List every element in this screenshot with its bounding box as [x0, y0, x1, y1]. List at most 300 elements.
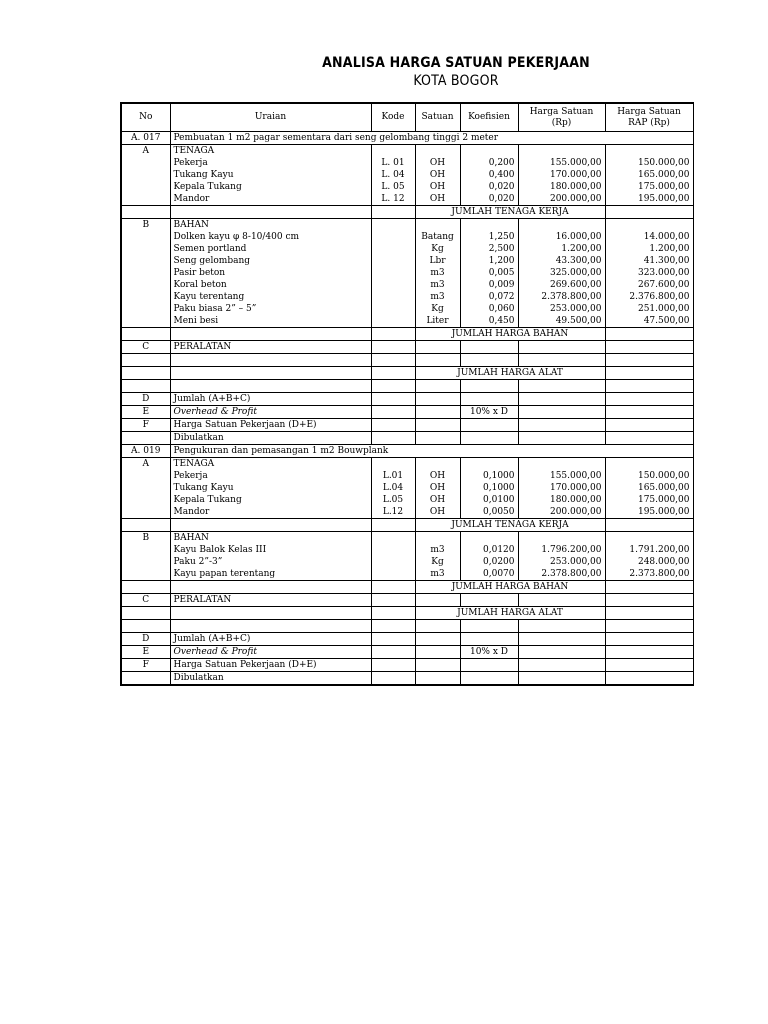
cell-no [121, 672, 170, 686]
cell-rap: 1.200,00 [605, 243, 693, 255]
table-row [121, 367, 693, 380]
cell-kode [371, 219, 415, 232]
cell-koefisien [460, 672, 518, 686]
header-satuan: Satuan [415, 103, 460, 132]
cell-kode [371, 231, 415, 243]
header-kode: Kode [371, 103, 415, 132]
cell-jumlah: JUMLAH HARGA BAHAN [415, 328, 605, 341]
cell-uraian [170, 519, 371, 532]
cell-uraian: Kayu terentang [170, 291, 371, 303]
cell-kode [371, 633, 415, 646]
cell-rap [605, 432, 693, 445]
cell-uraian: Jumlah (A+B+C) [170, 393, 371, 406]
cell-uraian: Tukang Kayu [170, 169, 371, 181]
cell-harga: 2.378.800,00 [518, 291, 605, 303]
cell-no [121, 328, 170, 341]
table-row [121, 303, 693, 315]
cell-koefisien: 0,1000 [460, 470, 518, 482]
table-row [121, 406, 693, 419]
cell-uraian: Dolken kayu φ 8-10/400 cm [170, 231, 371, 243]
cell-koefisien [460, 354, 518, 367]
cell-kode [371, 620, 415, 633]
cell-rap: 267.600,00 [605, 279, 693, 291]
cell-no: A. 017 [121, 132, 170, 145]
cell-uraian [170, 367, 371, 380]
cell-satuan [415, 341, 460, 354]
cell-satuan [415, 406, 460, 419]
cell-section-title: Pengukuran dan pemasangan 1 m2 Bouwplank [170, 445, 693, 458]
cell-harga: 155.000,00 [518, 157, 605, 169]
cell-uraian [170, 380, 371, 393]
cell-kode [371, 303, 415, 315]
cell-koefisien [460, 659, 518, 672]
table-row [121, 659, 693, 672]
cell-rap: 2.376.800,00 [605, 291, 693, 303]
table-row [121, 206, 693, 219]
cell-satuan: Kg [415, 303, 460, 315]
cell-uraian: Jumlah (A+B+C) [170, 633, 371, 646]
cell-harga [518, 380, 605, 393]
cell-no [121, 432, 170, 445]
cell-koefisien [460, 594, 518, 607]
cell-rap [605, 659, 693, 672]
cell-kode [371, 544, 415, 556]
cell-kode [371, 646, 415, 659]
cell-satuan: OH [415, 494, 460, 506]
cell-uraian: Seng gelombang [170, 255, 371, 267]
cell-harga: 200.000,00 [518, 193, 605, 206]
cell-uraian: Dibulatkan [170, 432, 371, 445]
cell-kode [371, 291, 415, 303]
cell-rap: 195.000,00 [605, 193, 693, 206]
cell-koefisien: 0,020 [460, 193, 518, 206]
table-row [121, 157, 693, 169]
table-row [121, 328, 693, 341]
cell-harga [518, 633, 605, 646]
table-row [121, 594, 693, 607]
cell-satuan: m3 [415, 291, 460, 303]
cell-harga: 325.000,00 [518, 267, 605, 279]
cell-satuan [415, 354, 460, 367]
cell-koefisien: 1,250 [460, 231, 518, 243]
cell-uraian: Pasir beton [170, 267, 371, 279]
cell-harga: 269.600,00 [518, 279, 605, 291]
cell-no [121, 231, 170, 243]
cell-harga: 180.000,00 [518, 494, 605, 506]
cell-rap [605, 206, 693, 219]
cell-uraian [170, 206, 371, 219]
cell-satuan: OH [415, 193, 460, 206]
cell-satuan: m3 [415, 568, 460, 581]
cell-koefisien: 0,0120 [460, 544, 518, 556]
cell-kode: L.04 [371, 482, 415, 494]
cell-koefisien [460, 393, 518, 406]
cell-rap: 175.000,00 [605, 181, 693, 193]
cell-harga [518, 219, 605, 232]
cell-rap [605, 646, 693, 659]
table-row [121, 267, 693, 279]
cell-no [121, 354, 170, 367]
cell-koefisien: 0,200 [460, 157, 518, 169]
cell-rap [605, 328, 693, 341]
cell-kode [371, 581, 415, 594]
cell-harga: 253.000,00 [518, 303, 605, 315]
cell-jumlah: JUMLAH HARGA ALAT [415, 607, 605, 620]
cell-uraian: Kepala Tukang [170, 181, 371, 193]
table-row [121, 620, 693, 633]
cell-koefisien [460, 380, 518, 393]
cell-uraian: Paku 2”-3” [170, 556, 371, 568]
cell-harga [518, 406, 605, 419]
cell-rap: 14.000,00 [605, 231, 693, 243]
cell-kode: L. 05 [371, 181, 415, 193]
cell-no: C [121, 341, 170, 354]
table-row [121, 380, 693, 393]
table-row [121, 132, 693, 145]
table-row [121, 494, 693, 506]
cell-koefisien [460, 532, 518, 545]
cell-satuan: OH [415, 506, 460, 519]
cell-uraian: TENAGA [170, 145, 371, 158]
table-row [121, 279, 693, 291]
cell-satuan [415, 646, 460, 659]
cell-jumlah: JUMLAH TENAGA KERJA [415, 206, 605, 219]
cell-no [121, 367, 170, 380]
cell-uraian: TENAGA [170, 458, 371, 471]
cell-kode: L.01 [371, 470, 415, 482]
cell-no [121, 279, 170, 291]
table-row [121, 519, 693, 532]
cell-koefisien: 0,450 [460, 315, 518, 328]
cell-rap: 47.500,00 [605, 315, 693, 328]
header-uraian: Uraian [170, 103, 371, 132]
cell-harga [518, 646, 605, 659]
cell-satuan: Batang [415, 231, 460, 243]
cell-kode [371, 458, 415, 471]
cell-uraian [170, 328, 371, 341]
cell-satuan: OH [415, 470, 460, 482]
cell-satuan [415, 458, 460, 471]
cell-satuan: Lbr [415, 255, 460, 267]
cell-uraian [170, 581, 371, 594]
cell-kode [371, 519, 415, 532]
cell-kode [371, 380, 415, 393]
cell-kode [371, 568, 415, 581]
cell-no [121, 544, 170, 556]
cell-harga [518, 594, 605, 607]
cell-koefisien: 0,020 [460, 181, 518, 193]
cell-satuan: Liter [415, 315, 460, 328]
cell-harga: 200.000,00 [518, 506, 605, 519]
cell-no [121, 315, 170, 328]
table-header-row [121, 103, 693, 132]
cell-rap: 165.000,00 [605, 482, 693, 494]
cell-harga [518, 341, 605, 354]
cell-kode [371, 145, 415, 158]
cell-uraian: Harga Satuan Pekerjaan (D+E) [170, 659, 371, 672]
cell-no [121, 181, 170, 193]
cell-rap: 248.000,00 [605, 556, 693, 568]
cell-no: B [121, 532, 170, 545]
cell-satuan [415, 620, 460, 633]
cell-koefisien [460, 432, 518, 445]
cell-uraian: Overhead & Profit [170, 406, 371, 419]
cell-no: E [121, 406, 170, 419]
cell-no [121, 157, 170, 169]
cell-satuan: m3 [415, 279, 460, 291]
cell-harga: 43.300,00 [518, 255, 605, 267]
table-row [121, 393, 693, 406]
table-row [121, 255, 693, 267]
table-row [121, 672, 693, 686]
cell-kode [371, 367, 415, 380]
table-row [121, 231, 693, 243]
cell-no: A. 019 [121, 445, 170, 458]
cell-harga: 253.000,00 [518, 556, 605, 568]
cell-satuan: m3 [415, 267, 460, 279]
cell-kode [371, 279, 415, 291]
cell-rap: 150.000,00 [605, 157, 693, 169]
cell-no [121, 193, 170, 206]
cell-koefisien [460, 145, 518, 158]
cell-koefisien: 10% x D [460, 406, 518, 419]
cell-rap [605, 633, 693, 646]
cell-uraian: Pekerja [170, 470, 371, 482]
cell-harga [518, 672, 605, 686]
table-row [121, 458, 693, 471]
cell-satuan [415, 672, 460, 686]
cell-kode [371, 315, 415, 328]
cell-no [121, 169, 170, 181]
cell-satuan: m3 [415, 544, 460, 556]
cell-kode [371, 607, 415, 620]
cell-no [121, 470, 170, 482]
cell-rap [605, 672, 693, 686]
table-row [121, 432, 693, 445]
cell-koefisien [460, 633, 518, 646]
cell-rap: 195.000,00 [605, 506, 693, 519]
cell-no: D [121, 633, 170, 646]
cell-jumlah: JUMLAH HARGA ALAT [415, 367, 605, 380]
table-row [121, 315, 693, 328]
header-harga-rap: Harga Satuan RAP (Rp) [605, 103, 693, 132]
cell-rap [605, 219, 693, 232]
cell-uraian: Paku biasa 2” – 5” [170, 303, 371, 315]
cell-kode: L. 04 [371, 169, 415, 181]
cell-harga [518, 432, 605, 445]
cell-no: A [121, 458, 170, 471]
cell-harga: 1.200,00 [518, 243, 605, 255]
cell-uraian: BAHAN [170, 219, 371, 232]
cell-rap [605, 607, 693, 620]
cell-harga: 155.000,00 [518, 470, 605, 482]
cell-no [121, 519, 170, 532]
cell-no [121, 607, 170, 620]
cell-uraian: Kepala Tukang [170, 494, 371, 506]
cell-no [121, 267, 170, 279]
table-row [121, 506, 693, 519]
cell-koefisien: 0,060 [460, 303, 518, 315]
table-row [121, 470, 693, 482]
table-row [121, 532, 693, 545]
table-row [121, 291, 693, 303]
cell-no [121, 494, 170, 506]
cell-no [121, 568, 170, 581]
cell-kode [371, 328, 415, 341]
cell-kode [371, 556, 415, 568]
table-row [121, 243, 693, 255]
cell-kode [371, 406, 415, 419]
cell-rap [605, 532, 693, 545]
cell-harga [518, 354, 605, 367]
cell-harga: 2.378.800,00 [518, 568, 605, 581]
cell-no [121, 482, 170, 494]
cell-harga [518, 393, 605, 406]
cell-koefisien [460, 458, 518, 471]
cell-kode [371, 432, 415, 445]
cell-rap [605, 367, 693, 380]
table-row [121, 193, 693, 206]
cell-rap: 165.000,00 [605, 169, 693, 181]
cell-rap [605, 341, 693, 354]
cell-koefisien: 0,0200 [460, 556, 518, 568]
cell-koefisien [460, 341, 518, 354]
table-row [121, 633, 693, 646]
cell-satuan [415, 380, 460, 393]
cell-rap: 251.000,00 [605, 303, 693, 315]
cell-harga: 16.000,00 [518, 231, 605, 243]
cell-rap [605, 594, 693, 607]
cell-satuan: Kg [415, 556, 460, 568]
cell-satuan [415, 594, 460, 607]
cell-no [121, 206, 170, 219]
cell-harga [518, 458, 605, 471]
cell-satuan [415, 145, 460, 158]
table-row [121, 607, 693, 620]
cell-rap [605, 145, 693, 158]
cell-no [121, 556, 170, 568]
cell-koefisien: 10% x D [460, 646, 518, 659]
cell-kode [371, 659, 415, 672]
cell-satuan [415, 432, 460, 445]
table-row [121, 341, 693, 354]
table-row [121, 354, 693, 367]
header-no: No [121, 103, 170, 132]
cell-harga: 170.000,00 [518, 169, 605, 181]
cell-harga: 170.000,00 [518, 482, 605, 494]
cell-rap [605, 380, 693, 393]
table-row [121, 181, 693, 193]
cell-kode [371, 341, 415, 354]
cell-kode: L.05 [371, 494, 415, 506]
cell-no: F [121, 659, 170, 672]
cell-uraian: Koral beton [170, 279, 371, 291]
cell-no [121, 303, 170, 315]
cell-rap [605, 354, 693, 367]
header-harga-satuan: Harga Satuan (Rp) [518, 103, 605, 132]
cell-rap [605, 458, 693, 471]
cell-satuan [415, 219, 460, 232]
header-koefisien: Koefisien [460, 103, 518, 132]
cell-kode: L. 12 [371, 193, 415, 206]
cell-uraian: Harga Satuan Pekerjaan (D+E) [170, 419, 371, 432]
cell-uraian: Semen portland [170, 243, 371, 255]
cell-uraian: Mandor [170, 506, 371, 519]
cell-uraian [170, 607, 371, 620]
cell-no [121, 506, 170, 519]
cell-uraian: Overhead & Profit [170, 646, 371, 659]
cell-uraian: Pekerja [170, 157, 371, 169]
cell-jumlah: JUMLAH HARGA BAHAN [415, 581, 605, 594]
cell-harga: 180.000,00 [518, 181, 605, 193]
cell-kode [371, 393, 415, 406]
cell-koefisien: 0,0050 [460, 506, 518, 519]
cell-uraian: Dibulatkan [170, 672, 371, 686]
page-title: ANALISA HARGA SATUAN PEKERJAAN [322, 55, 590, 71]
cell-koefisien: 2,500 [460, 243, 518, 255]
table-row [121, 145, 693, 158]
cell-uraian: BAHAN [170, 532, 371, 545]
table-row [121, 445, 693, 458]
cell-satuan [415, 659, 460, 672]
cell-rap: 2.373.800,00 [605, 568, 693, 581]
cell-kode [371, 267, 415, 279]
cell-uraian: Tukang Kayu [170, 482, 371, 494]
cell-satuan: OH [415, 169, 460, 181]
cell-no [121, 620, 170, 633]
cell-satuan [415, 393, 460, 406]
table-row [121, 544, 693, 556]
cell-rap: 323.000,00 [605, 267, 693, 279]
cell-uraian: Mandor [170, 193, 371, 206]
cell-rap [605, 393, 693, 406]
table-row [121, 646, 693, 659]
cell-harga [518, 145, 605, 158]
cell-kode [371, 532, 415, 545]
cell-koefisien: 0,005 [460, 267, 518, 279]
cell-satuan [415, 419, 460, 432]
cell-uraian: PERALATAN [170, 594, 371, 607]
cell-rap [605, 519, 693, 532]
cell-koefisien [460, 419, 518, 432]
cell-uraian [170, 620, 371, 633]
cell-satuan: OH [415, 482, 460, 494]
cell-kode [371, 243, 415, 255]
cell-koefisien [460, 620, 518, 633]
cell-section-title: Pembuatan 1 m2 pagar sementara dari seng gelombang tinggi 2 meter [170, 132, 693, 145]
cell-harga [518, 659, 605, 672]
cell-satuan [415, 532, 460, 545]
cell-kode: L.12 [371, 506, 415, 519]
cell-no [121, 255, 170, 267]
cell-rap: 150.000,00 [605, 470, 693, 482]
cell-no: F [121, 419, 170, 432]
cell-kode [371, 594, 415, 607]
cell-kode [371, 354, 415, 367]
cell-koefisien: 0,0100 [460, 494, 518, 506]
cell-satuan: OH [415, 157, 460, 169]
cell-no: B [121, 219, 170, 232]
table-row [121, 219, 693, 232]
cell-harga [518, 532, 605, 545]
page-subtitle: KOTA BOGOR [413, 73, 499, 89]
cell-harga: 1.796.200,00 [518, 544, 605, 556]
cell-koefisien: 0,0070 [460, 568, 518, 581]
cell-no [121, 581, 170, 594]
cell-koefisien: 0,400 [460, 169, 518, 181]
cell-rap [605, 581, 693, 594]
cell-uraian: Kayu Balok Kelas III [170, 544, 371, 556]
